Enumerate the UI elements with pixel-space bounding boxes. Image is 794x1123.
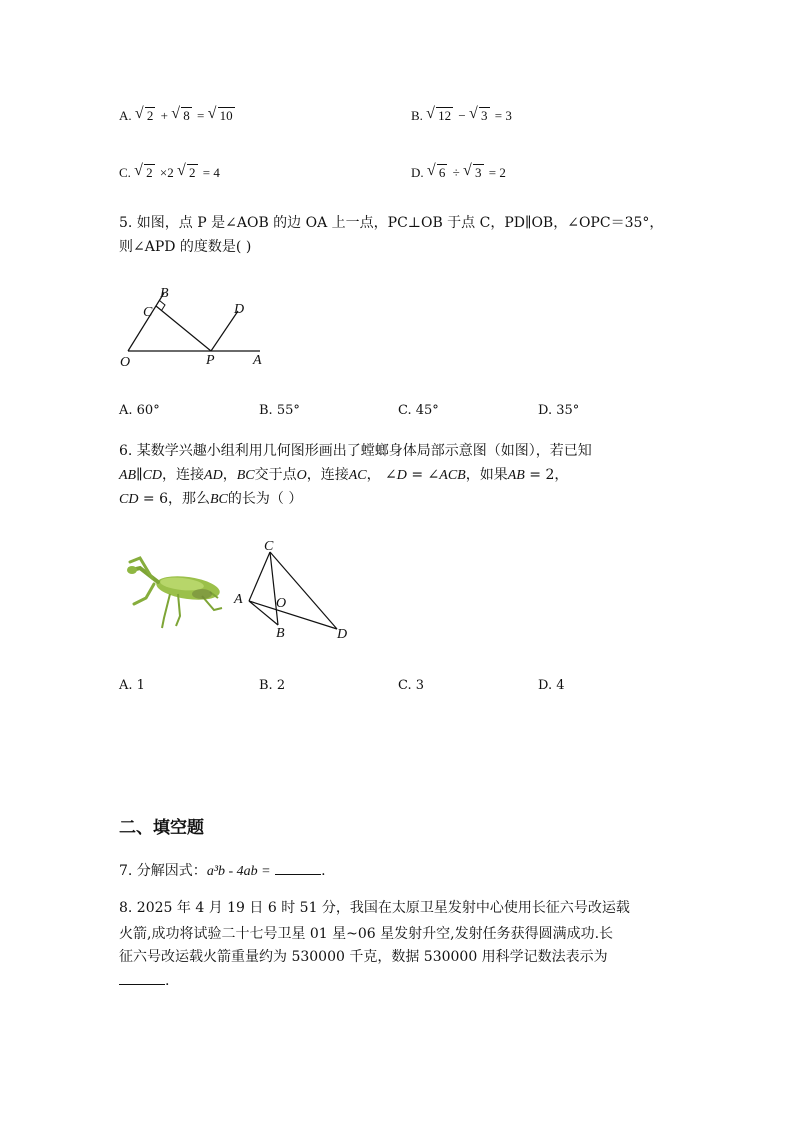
operator: ×2 (159, 165, 174, 180)
q8-stem-line3: 征六号改运载火箭重量约为 530000 千克，数据 530000 用科学记数法表示为 (119, 949, 608, 965)
q4-option-a (119, 105, 237, 124)
label-o: O (276, 596, 287, 611)
sqrt-term: √ 12 (426, 105, 452, 123)
q4-option-d (411, 162, 506, 181)
equals: = (196, 108, 205, 123)
mantis-image (118, 548, 228, 633)
label-d: D (234, 302, 245, 317)
option-label: C. (119, 165, 131, 180)
q7-expression: a³b - 4ab = (206, 864, 271, 879)
operator: − (458, 108, 466, 123)
q7-stem: 7. 分解因式：a³b - 4ab = . (119, 860, 326, 882)
q5-figure (110, 280, 280, 375)
q6-option-d: D. 4 (538, 678, 565, 693)
answer-blank[interactable] (119, 970, 165, 985)
q5-stem-line1: 5. 如图，点 P 是∠AOB 的边 OA 上一点，PC⊥OB 于点 C，PD∥OB，∠OPC＝35°， (119, 215, 664, 231)
operator: + (160, 108, 168, 123)
q6-option-c: C. 3 (398, 678, 425, 693)
q6-figure (230, 535, 355, 645)
q8-stem-line2: 火箭,成功将试验二十七号卫星 01 星~06 星发射升空,发射任务获得圆满成功.长 (119, 926, 614, 942)
q6-option-a: A. 1 (119, 678, 145, 693)
answer-blank[interactable] (275, 860, 321, 875)
segment-ad (249, 601, 337, 629)
option-label: B. (411, 108, 423, 123)
label-b: B (276, 626, 285, 641)
sqrt-term: √ 3 (469, 105, 488, 123)
equals: = 2 (488, 165, 506, 180)
label-c: C (264, 539, 274, 554)
sqrt-term: √ 8 (171, 105, 190, 123)
sqrt-term: √ 2 (134, 105, 154, 123)
q8-stem-line4: . (119, 970, 169, 991)
option-label: D. (411, 165, 424, 180)
segment-ab (249, 601, 278, 625)
equals: = 3 (494, 108, 512, 123)
segment-cd (270, 552, 337, 629)
segment-pc (156, 306, 211, 351)
q5-option-d: D. 35° (538, 403, 580, 418)
label-o: O (120, 355, 131, 370)
q6-stem-line3: CD = 6，那么BC的长为（ ） (119, 491, 303, 507)
label-a: A (253, 353, 262, 368)
label-a: A (234, 592, 243, 607)
section-title: 二、填空题 (119, 818, 204, 838)
label-b: B (160, 286, 169, 301)
q5-option-c: C. 45° (398, 403, 439, 418)
q5-option-a: A. 60° (119, 403, 160, 418)
q5-stem-line2: 则∠APD 的度数是( ) (119, 239, 252, 255)
q6-option-b: B. 2 (259, 678, 286, 693)
option-label: A. (119, 108, 132, 123)
q8-stem-line1: 8. 2025 年 4 月 19 日 6 时 51 分，我国在太原卫星发射中心使用长征六号改运载 (119, 900, 630, 916)
operator: ÷ (452, 165, 460, 180)
label-p: P (206, 353, 215, 368)
ray-ob (128, 293, 164, 351)
sqrt-term: √ 10 (207, 105, 233, 123)
sqrt-term: √ 3 (463, 162, 482, 180)
segment-pd (211, 311, 238, 351)
sqrt-term: √ 2 (177, 162, 196, 180)
q6-stem-line1: 6. 某数学兴趣小组利用几何图形画出了螳螂身体局部示意图（如图），若已知 (119, 443, 592, 459)
segment-cb (270, 552, 278, 625)
segment-ca (249, 552, 270, 601)
q4-option-b (411, 105, 512, 124)
q5-option-b: B. 55° (259, 403, 300, 418)
label-c: C (143, 305, 153, 320)
label-d: D (337, 627, 348, 642)
q6-stem-line2: AB∥CD，连接AD，BC交于点O，连接AC， ∠D = ∠ACB，如果AB = 2， (119, 467, 569, 483)
sqrt-term: √ 6 (426, 162, 446, 180)
equals: = 4 (202, 165, 220, 180)
q4-option-c (119, 162, 220, 181)
sqrt-term: √ 2 (134, 162, 153, 180)
